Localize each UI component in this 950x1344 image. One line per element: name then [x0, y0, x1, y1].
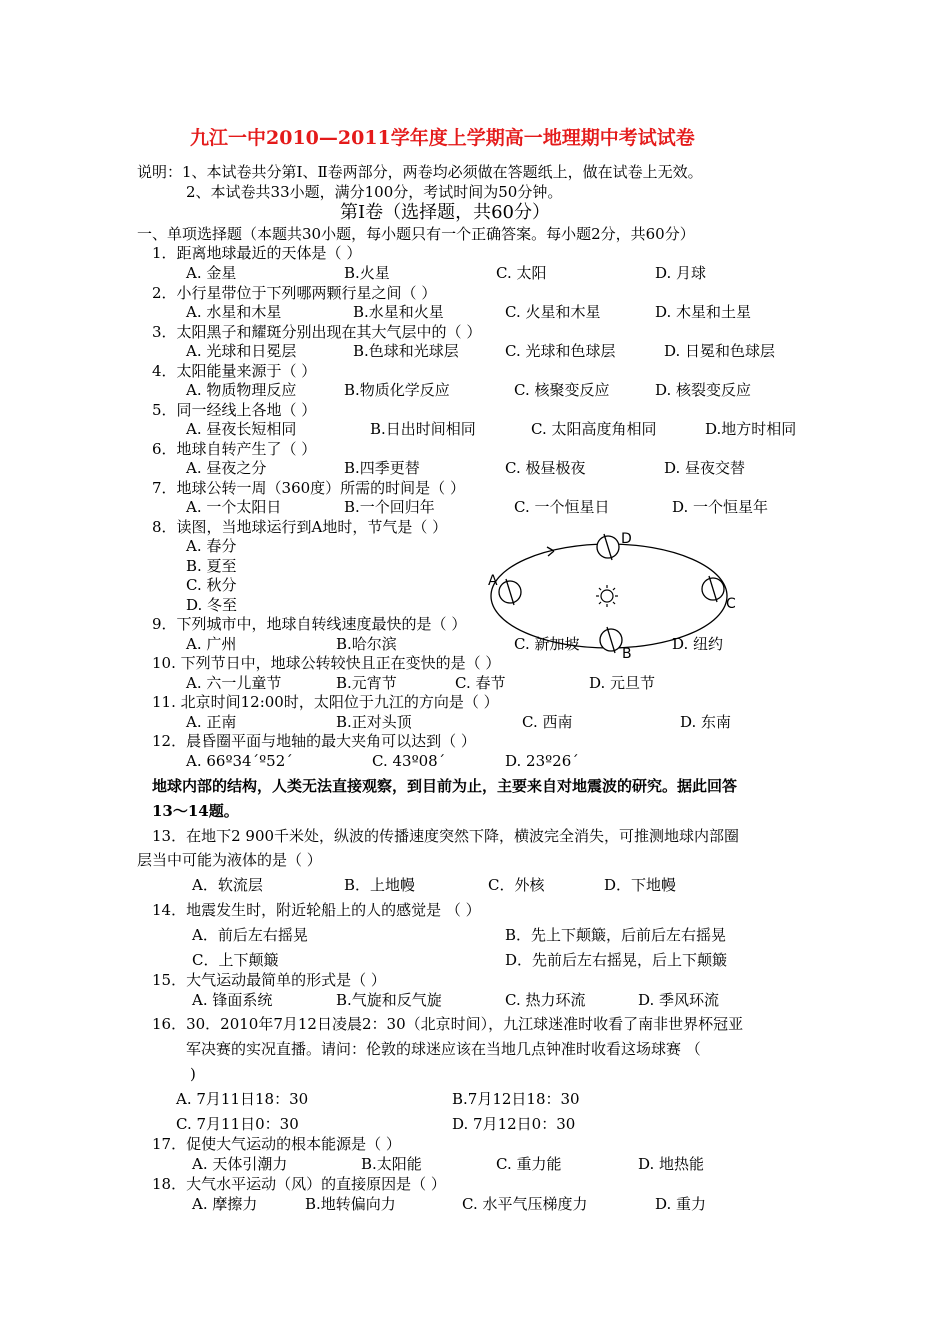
question-2-option-d: D. 木星和土星 — [655, 303, 752, 321]
question-1-stem: 1．距离地球最近的天体是（ ） — [152, 244, 362, 262]
question-9-option-d: D. 纽约 — [672, 635, 724, 653]
earth-at-a — [499, 579, 521, 605]
question-3-option-a: A. 光球和日冕层 — [186, 342, 297, 360]
question-18-option-d: D. 重力 — [655, 1195, 707, 1213]
question-10-option-b: B.元宵节 — [336, 674, 397, 692]
question-15-option-c: C. 热力环流 — [505, 991, 586, 1009]
question-17-option-b: B.太阳能 — [361, 1155, 422, 1173]
question-2-option-c: C. 火星和木星 — [505, 303, 601, 321]
question-16-stem-2: 军决赛的实况直播。请问：伦敦的球迷应该在当地几点钟准时收看这场球赛 （ — [186, 1040, 701, 1058]
question-9-stem: 9．下列城市中，地球自转线速度最快的是（ ） — [152, 615, 467, 633]
question-7-stem: 7．地球公转一周（360度）所需的时间是（ ） — [152, 479, 465, 497]
question-8-option-d: D. 冬至 — [186, 596, 238, 614]
question-17-stem: 17．促使大气运动的根本能源是（ ） — [152, 1135, 401, 1153]
question-5-option-d: D.地方时相同 — [705, 420, 797, 438]
question-10-option-d: D. 元旦节 — [589, 674, 656, 692]
question-2-stem: 2．小行星带位于下列哪两颗行星之间（ ） — [152, 284, 437, 302]
question-16-option-c: C. 7月11日0：30 — [176, 1115, 299, 1133]
question-5-option-b: B.日出时间相同 — [370, 420, 476, 438]
question-12-option-c: C. 43º08´ — [372, 752, 446, 770]
page-title: 九江一中2010—2011学年度上学期高一地理期中考试试卷 — [190, 127, 695, 149]
question-12-option-d: D. 23º26´ — [505, 752, 579, 770]
section-instruction: 一、单项选择题（本题共30小题，每小题只有一个正确答案。每小题2分，共60分） — [137, 225, 695, 243]
question-4-stem: 4．太阳能量来源于（ ） — [152, 362, 317, 380]
question-13-option-b: B．上地幔 — [344, 876, 416, 894]
question-6-option-b: B.四季更替 — [344, 459, 420, 477]
question-5-stem: 5．同一经线上各地（ ） — [152, 401, 317, 419]
question-16-option-a: A. 7月11日18：30 — [176, 1090, 309, 1108]
question-10-stem: 10. 下列节日中，地球公转较快且正在变快的是（ ） — [152, 654, 501, 672]
question-7-option-c: C. 一个恒星日 — [514, 498, 610, 516]
earth-at-b — [600, 627, 622, 653]
question-1-option-c: C. 太阳 — [496, 264, 547, 282]
question-3-option-c: C. 光球和色球层 — [505, 342, 616, 360]
question-15-stem: 15．大气运动最简单的形式是（ ） — [152, 971, 386, 989]
question-8-option-c: C. 秋分 — [186, 576, 237, 594]
question-17-option-d: D. 地热能 — [638, 1155, 705, 1173]
question-7-option-a: A. 一个太阳日 — [186, 498, 282, 516]
question-1-option-a: A. 金星 — [186, 264, 237, 282]
question-14-option-b: B．先上下颠簸，后前后左右摇晃 — [505, 926, 727, 944]
label-d: D — [621, 531, 632, 547]
question-18-option-a: A. 摩擦力 — [192, 1195, 258, 1213]
earth-at-d — [597, 534, 619, 560]
question-14-option-a: A．前后左右摇晃 — [192, 926, 308, 944]
section-title: 第Ⅰ卷（选择题，共60分） — [340, 202, 551, 223]
reading-passage-line-2: 13～14题。 — [152, 802, 239, 820]
question-8-stem: 8．读图，当地球运行到A地时，节气是（ ） — [152, 518, 448, 536]
question-4-option-c: C. 核聚变反应 — [514, 381, 610, 399]
question-12-option-a: A. 66º34´º52´ — [186, 752, 293, 770]
instructions-note-2: 2、本试卷共33小题，满分100分，考试时间为50分钟。 — [186, 183, 563, 201]
question-11-option-a: A. 正南 — [186, 713, 237, 731]
question-6-stem: 6．地球自转产生了（ ） — [152, 440, 317, 458]
label-a: A — [488, 573, 498, 589]
question-1-option-d: D. 月球 — [655, 264, 707, 282]
label-b: B — [622, 646, 632, 662]
question-16-option-b: B.7月12日18：30 — [452, 1090, 580, 1108]
question-15-option-a: A. 锋面系统 — [192, 991, 273, 1009]
question-5-option-c: C. 太阳高度角相同 — [531, 420, 657, 438]
question-18-stem: 18．大气水平运动（风）的直接原因是（ ） — [152, 1175, 446, 1193]
question-9-option-c: C. 新加坡 — [514, 635, 580, 653]
question-15-option-d: D. 季风环流 — [638, 991, 720, 1009]
question-5-option-a: A. 昼夜长短相同 — [186, 420, 297, 438]
question-11-option-c: C. 西南 — [522, 713, 573, 731]
question-13-stem-1: 13．在地下2 900千米处，纵波的传播速度突然下降，横波完全消失，可推测地球内部圈 — [152, 827, 740, 845]
question-6-option-a: A. 昼夜之分 — [186, 459, 267, 477]
question-7-option-d: D. 一个恒星年 — [672, 498, 769, 516]
instructions-note-1: 说明：1、本试卷共分第Ⅰ、Ⅱ卷两部分，两卷均必须做在答题纸上，做在试卷上无效。 — [137, 163, 703, 181]
question-18-option-c: C. 水平气压梯度力 — [462, 1195, 588, 1213]
question-14-option-d: D．先前后左右摇晃，后上下颠簸 — [505, 951, 728, 969]
label-c: C — [726, 596, 736, 612]
question-13-option-c: C．外核 — [488, 876, 545, 894]
question-16-option-d: D. 7月12日0：30 — [452, 1115, 576, 1133]
question-6-option-c: C. 极昼极夜 — [505, 459, 586, 477]
question-13-option-a: A．软流层 — [192, 876, 263, 894]
question-17-option-a: A. 天体引潮力 — [192, 1155, 288, 1173]
question-16-stem-1: 16．30．2010年7月12日凌晨2：30（北京时间），九江球迷准时收看了南非世界杯冠亚 — [152, 1015, 744, 1033]
question-2-option-b: B.水星和火星 — [353, 303, 444, 321]
question-11-option-b: B.正对头顶 — [336, 713, 412, 731]
question-13-stem-2: 层当中可能为液体的是（ ） — [137, 851, 322, 869]
question-12-stem: 12．晨昏圈平面与地轴的最大夹角可以达到（ ） — [152, 732, 476, 750]
question-4-option-a: A. 物质物理反应 — [186, 381, 297, 399]
question-4-option-b: B.物质化学反应 — [344, 381, 450, 399]
question-4-option-d: D. 核裂变反应 — [655, 381, 752, 399]
question-9-option-b: B.哈尔滨 — [336, 635, 397, 653]
question-3-stem: 3．太阳黑子和耀斑分别出现在其大气层中的（ ） — [152, 323, 482, 341]
question-14-stem: 14．地震发生时，附近轮船上的人的感觉是 （ ） — [152, 901, 481, 919]
question-10-option-a: A. 六一儿童节 — [186, 674, 282, 692]
question-11-stem: 11. 北京时间12:00时，太阳位于九江的方向是（ ） — [152, 693, 499, 711]
question-3-option-b: B.色球和光球层 — [353, 342, 459, 360]
question-7-option-b: B.一个回归年 — [344, 498, 435, 516]
question-1-option-b: B.火星 — [344, 264, 390, 282]
reading-passage-line-1: 地球内部的结构，人类无法直接观察，到目前为止，主要来自对地震波的研究。据此回答 — [152, 777, 738, 795]
question-13-option-d: D．下地幔 — [604, 876, 677, 894]
question-9-option-a: A. 广州 — [186, 635, 237, 653]
question-15-option-b: B.气旋和反气旋 — [336, 991, 442, 1009]
question-11-option-d: D. 东南 — [680, 713, 732, 731]
question-3-option-d: D. 日冕和色球层 — [664, 342, 776, 360]
question-16-stem-3: ) — [190, 1065, 196, 1083]
question-14-option-c: C．上下颠簸 — [192, 951, 279, 969]
question-8-option-b: B. 夏至 — [186, 557, 237, 575]
sun-icon — [596, 585, 618, 607]
question-17-option-c: C. 重力能 — [496, 1155, 562, 1173]
question-2-option-a: A. 水星和木星 — [186, 303, 282, 321]
question-10-option-c: C. 春节 — [455, 674, 506, 692]
question-18-option-b: B.地转偏向力 — [305, 1195, 396, 1213]
question-6-option-d: D. 昼夜交替 — [664, 459, 746, 477]
question-8-option-a: A. 春分 — [186, 537, 237, 555]
